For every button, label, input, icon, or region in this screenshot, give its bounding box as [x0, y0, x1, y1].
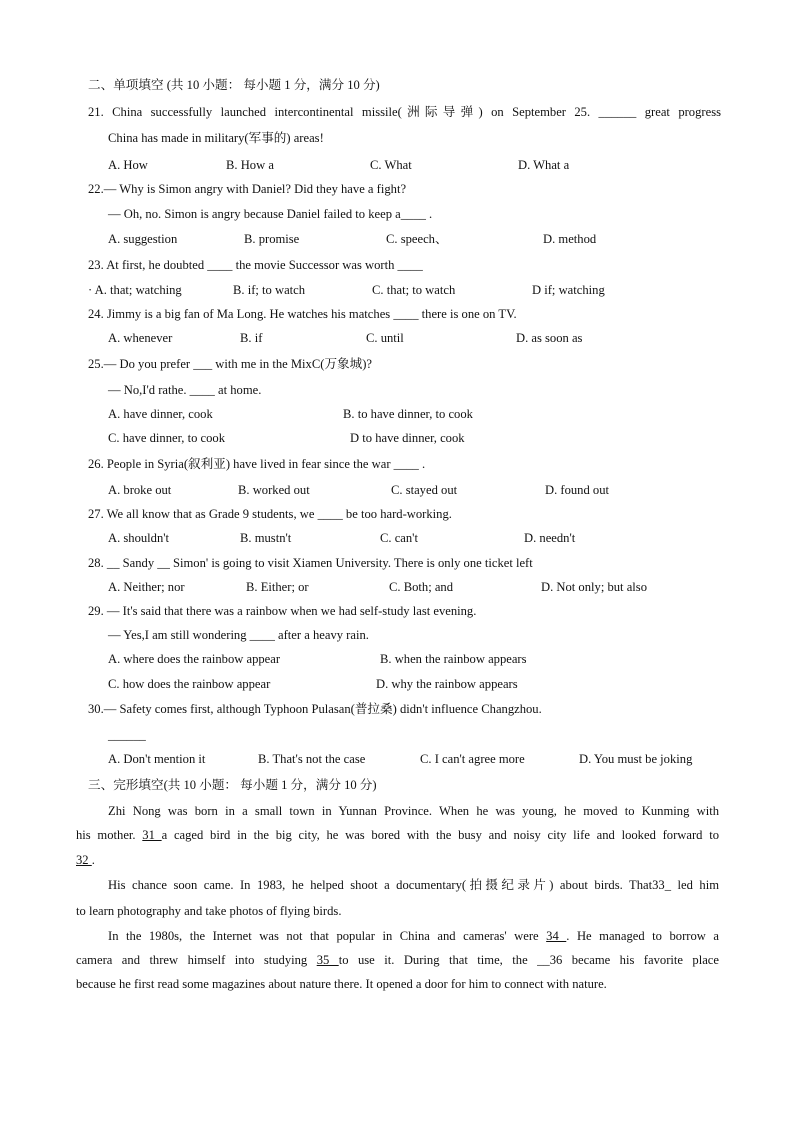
cloze-p3-line1-end: . He managed to borrow a [566, 929, 719, 943]
q25-stem-line2: — No,I'd rathe. ____ at home. [108, 383, 262, 397]
q22-stem-line1: 22.— Why is Simon angry with Daniel? Did they have a fight? [88, 182, 407, 196]
cloze-p1-line3-end: . [91, 853, 95, 867]
q25-option-c: C. have dinner, to cook [108, 431, 226, 445]
q23-option-d: D if; watching [532, 283, 605, 297]
q22-stem-line2: — Oh, no. Simon is angry because Daniel failed to keep a____ . [108, 207, 433, 221]
cloze-blank-35: 35 [316, 953, 339, 967]
q29-option-b: B. when the rainbow appears [380, 652, 527, 666]
section-heading-cloze: 三、完形填空(共 10 小题： 每小题 1 分，满分 10 分) [88, 778, 377, 792]
q24-option-b: B. if [240, 331, 263, 345]
cloze-p1-line2-start: his mother. [76, 828, 143, 842]
cloze-p1-line3 [76, 852, 95, 868]
cloze-p1-line1: Zhi Nong was born in a small town in Yunnan Province. When he was young, he moved to Kunming with [108, 804, 719, 818]
cloze-p1-line2 [76, 827, 719, 843]
q23-option-b: B. if; to watch [233, 283, 306, 297]
q24-option-a: A. whenever [108, 331, 173, 345]
cloze-p3-line1-start: In the 1980s, the Internet was not that popular in China and cameras' were [108, 929, 547, 943]
q28-option-c: C. Both; and [389, 580, 454, 594]
q28-stem-line1: 28. __ Sandy __ Simon' is going to visit Xiamen University. There is only one ticket left [88, 556, 533, 570]
q27-option-a: A. shouldn't [108, 531, 170, 545]
q24-option-d: D. as soon as [516, 331, 583, 345]
cloze-p2-line2: to learn photography and take photos of flying birds. [76, 904, 342, 918]
q29-option-a: A. where does the rainbow appear [108, 652, 281, 666]
q26-option-c: C. stayed out [391, 483, 458, 497]
cloze-p1-line2-end: a caged bird in the big city, he was bored with the busy and noisy city life and looked forward to [161, 828, 719, 842]
q24-stem-line1: 24. Jimmy is a big fan of Ma Long. He watches his matches ____ there is one on TV. [88, 307, 517, 321]
q22-option-d: D. method [543, 232, 597, 246]
q26-stem-line1: 26. People in Syria(叙利亚) have lived in fear since the war ____ . [88, 457, 426, 471]
q29-option-c: C. how does the rainbow appear [108, 677, 271, 691]
cloze-blank-34: 34 [546, 929, 567, 943]
q27-stem-line1: 27. We all know that as Grade 9 students, we ____ be too hard-working. [88, 507, 452, 521]
cloze-p3-line1 [108, 928, 719, 944]
cloze-p3-line2-start: camera and threw himself into studying [76, 953, 317, 967]
q23-stem-line1: 23. At first, he doubted ____ the movie Successor was worth ____ [88, 258, 423, 272]
q26-option-b: B. worked out [238, 483, 310, 497]
q25-option-b: B. to have dinner, to cook [343, 407, 473, 421]
q27-option-c: C. can't [380, 531, 418, 545]
q22-option-b: B. promise [244, 232, 300, 246]
q23-option-c: C. that; to watch [372, 283, 456, 297]
q26-option-d: D. found out [545, 483, 610, 497]
q24-option-c: C. until [366, 331, 404, 345]
q21-option-a: A. How [108, 158, 148, 172]
q30-answer-blank: ______ [108, 728, 146, 742]
section-heading-single-choice: 二、单项填空 (共 10 小题： 每小题 1 分，满分 10 分) [88, 78, 380, 92]
q26-option-a: A. broke out [108, 483, 172, 497]
q29-stem-line1: 29. — It's said that there was a rainbow when we had self-study last evening. [88, 604, 477, 618]
q21-option-c: C. What [370, 158, 412, 172]
q25-option-d: D to have dinner, cook [350, 431, 465, 445]
cloze-p2-line1: His chance soon came. In 1983, he helped shoot a documentary(拍摄纪录片) about birds. That33_ led him [108, 878, 719, 892]
q29-stem-line2: — Yes,I am still wondering ____ after a heavy rain. [108, 628, 369, 642]
q30-option-d: D. You must be joking [579, 752, 693, 766]
q30-stem-line1: 30.— Safety comes first, although Typhoon Pulasan(普拉桑) didn't influence Changzhou. [88, 702, 542, 716]
q28-option-a: A. Neither; nor [108, 580, 185, 594]
q21-option-d: D. What a [518, 158, 570, 172]
cloze-p3-line2 [76, 952, 719, 968]
q22-option-c: C. speech、 [386, 232, 448, 246]
q22-option-a: A. suggestion [108, 232, 178, 246]
q21-stem-line1: 21. China successfully launched intercontinental missile(洲际导弹) on September 25. ______ great progress [88, 105, 721, 119]
q28-option-d: D. Not only; but also [541, 580, 647, 594]
cloze-blank-32: 32 [76, 853, 92, 867]
q25-stem-line1: 25.— Do you prefer ___ with me in the MixC(万象城)? [88, 357, 373, 371]
q23-option-a: · A. that; watching [88, 283, 182, 297]
q30-option-a: A. Don't mention it [108, 752, 206, 766]
q21-option-b: B. How a [226, 158, 274, 172]
cloze-p3-line2-end: to use it. During that time, the __36 became his favorite place [338, 953, 719, 967]
cloze-p3-line3: because he first read some magazines about nature there. It opened a door for him to connect with nature. [76, 977, 607, 991]
q27-option-b: B. mustn't [240, 531, 292, 545]
q25-option-a: A. have dinner, cook [108, 407, 213, 421]
q29-option-d: D. why the rainbow appears [376, 677, 518, 691]
q30-option-b: B. That's not the case [258, 752, 366, 766]
q21-stem-line2: China has made in military(军事的) areas! [108, 131, 324, 145]
q27-option-d: D. needn't [524, 531, 576, 545]
q30-option-c: C. I can't agree more [420, 752, 525, 766]
q28-option-b: B. Either; or [246, 580, 309, 594]
cloze-blank-31: 31 [142, 828, 162, 842]
